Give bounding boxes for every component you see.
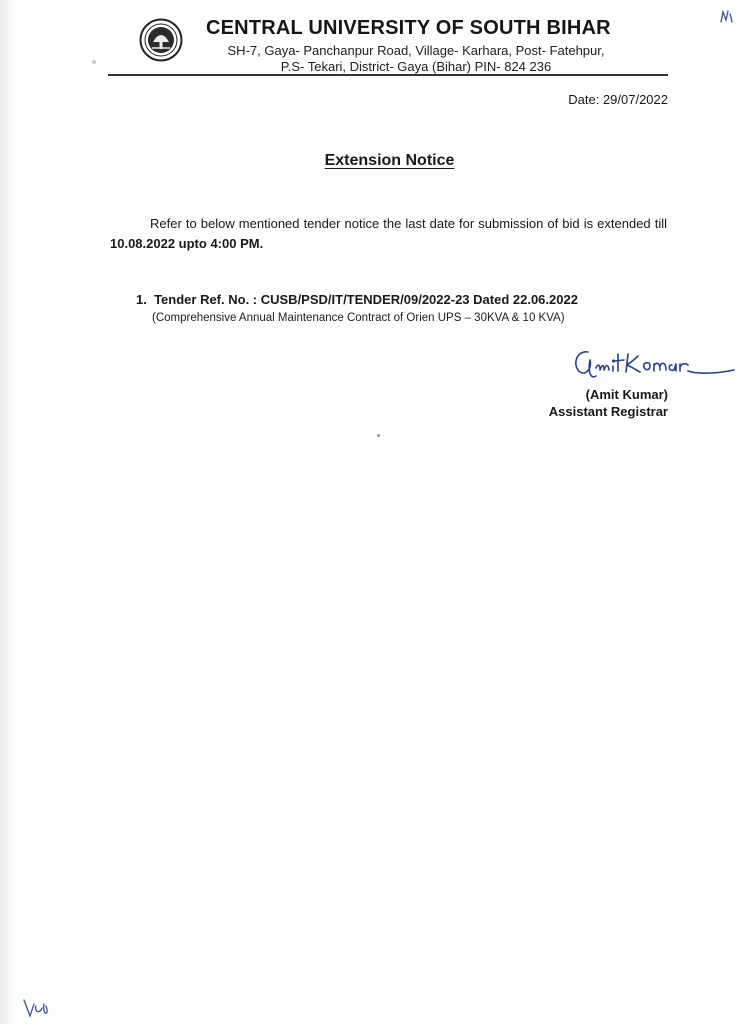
address-line-2: P.S- Tekari, District- Gaya (Bihar) PIN- 824 236 <box>280 59 552 74</box>
notice-date: Date: 29/07/2022 <box>568 92 668 107</box>
address-line-1: SH-7, Gaya- Panchanpur Road, Village- Karhara, Post- Fatehpur, <box>227 43 605 58</box>
notice-title: Extension Notice <box>324 152 455 169</box>
university-emblem-icon <box>139 18 183 62</box>
scan-speck <box>377 434 380 437</box>
tender-reference: Tender Ref. No. : CUSB/PSD/IT/TENDER/09/2022-23 Dated 22.06.2022 <box>154 292 578 307</box>
corner-pen-mark <box>718 8 736 28</box>
handwritten-signature <box>566 340 736 386</box>
bottom-pen-scribble <box>22 996 52 1020</box>
university-name: CENTRAL UNIVERSITY OF SOUTH BIHAR <box>206 17 611 39</box>
scan-speck <box>92 60 96 64</box>
notice-title-wrap <box>0 152 739 170</box>
signatory-name: (Amit Kumar) <box>585 387 668 402</box>
tender-reference-line <box>136 291 578 309</box>
tender-number: 1. <box>136 292 147 307</box>
header-divider <box>108 74 668 76</box>
notice-body <box>110 214 667 254</box>
signatory-block <box>549 386 668 420</box>
tender-description: (Comprehensive Annual Maintenance Contract of Orien UPS – 30KVA & 10 KVA) <box>152 312 565 324</box>
signatory-designation: Assistant Registrar <box>548 404 668 419</box>
notice-body-intro: Refer to below mentioned tender notice the last date for submission of bid is extended till <box>150 216 667 231</box>
deadline-text: 10.08.2022 upto 4:00 PM. <box>110 236 264 251</box>
tender-item <box>136 291 578 327</box>
university-address <box>206 43 626 75</box>
